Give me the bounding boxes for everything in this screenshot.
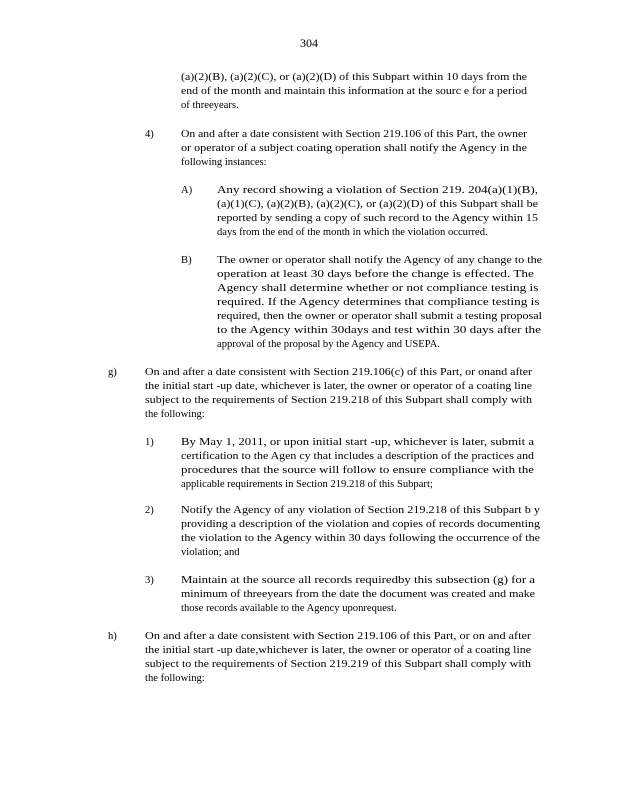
item-g-1-line: applicable requirements in Section 219.218 of this Subpart; [181,479,433,490]
item-4-b-line: operation at least 30 days before the change is effected. The [217,269,534,280]
item-g-2-line: providing a description of the violation and copies of records documenting [181,519,541,530]
item-4-b-label: B) [181,255,192,266]
item-4-a-line: (a)(1)(C), (a)(2)(B), (a)(2)(C), or (a)(2)(D) of this Subpart shall be [217,199,539,210]
item-g-2-line: Notify the Agency of any violation of Section 219.218 of this Subpart b y [181,505,540,516]
item-4-line: On and after a date consistent with Section 219.106 of this Part, the owner [181,129,528,140]
item-4-b-line: required, then the owner or operator shall submit a testing proposal [217,311,543,322]
item-4-a-line: days from the end of the month in which the violation occurred. [217,227,488,238]
item-4-line: or operator of a subject coating operation shall notify the Agency in the [181,143,528,154]
item-g-2-line: violation; and [181,547,240,558]
item-h-line: subject to the requirements of Section 219.219 of this Subpart shall comply with [145,659,531,670]
item-g-line: the initial start -up date, whichever is later, the owner or operator of a coating line [145,381,533,392]
item-h-line: the following: [145,673,205,684]
continuation-paragraph-line: (a)(2)(B), (a)(2)(C), or (a)(2)(D) of this Subpart within 10 days from the [181,72,528,83]
item-g-2-line: the violation to the Agency within 30 days following the occurrence of the [181,533,541,544]
item-4-b-line: to the Agency within 30days and test within 30 days after the [217,325,542,336]
item-g-1-line: procedures that the source will follow to ensure compliance with the [181,465,535,476]
item-4-b-line: approval of the proposal by the Agency and USEPA. [217,339,440,350]
item-g-2-label: 2) [145,505,154,516]
item-g-1-line: By May 1, 2011, or upon initial start -up, whichever is later, submit a [181,437,534,448]
item-g-3-label: 3) [145,575,154,586]
item-h-label: h) [108,631,117,642]
item-4-a-label: A) [181,185,193,196]
item-g-line: the following: [145,409,205,420]
item-4-b-line: required. If the Agency determines that compliance testing is [217,297,540,308]
item-4-a-line: reported by sending a copy of such record to the Agency within 15 [217,213,538,224]
continuation-paragraph-line: end of the month and maintain this information at the sourc e for a period [181,86,528,97]
continuation-paragraph-line: of threeyears. [181,100,239,111]
item-g-label: g) [108,367,117,378]
item-4-b-line: Agency shall determine whether or not compliance testing is [217,283,539,294]
item-g-1-label: 1) [145,437,154,448]
item-4-line: following instances: [181,157,267,168]
item-g-line: subject to the requirements of Section 219.218 of this Subpart shall comply with [145,395,532,406]
item-h-line: On and after a date consistent with Section 219.106 of this Part, or on and after [145,631,531,642]
item-g-3-line: Maintain at the source all records requiredby this subsection (g) for a [181,575,536,586]
item-g-1-line: certification to the Agen cy that includes a description of the practices and [181,451,535,462]
item-h-line: the initial start -up date,whichever is later, the owner or operator of a coating line [145,645,531,656]
item-4-label: 4) [145,129,154,140]
item-4-a-line: Any record showing a violation of Section 219. 204(a)(1)(B), [217,185,538,196]
item-g-3-line: those records available to the Agency uponrequest. [181,603,397,614]
item-g-3-line: minimum of threeyears from the date the document was created and make [181,589,535,600]
item-g-line: On and after a date consistent with Section 219.106(c) of this Part, or onand after [145,367,532,378]
page-number: 304 [300,36,318,50]
item-4-b-line: The owner or operator shall notify the Agency of any change to the [217,255,543,266]
